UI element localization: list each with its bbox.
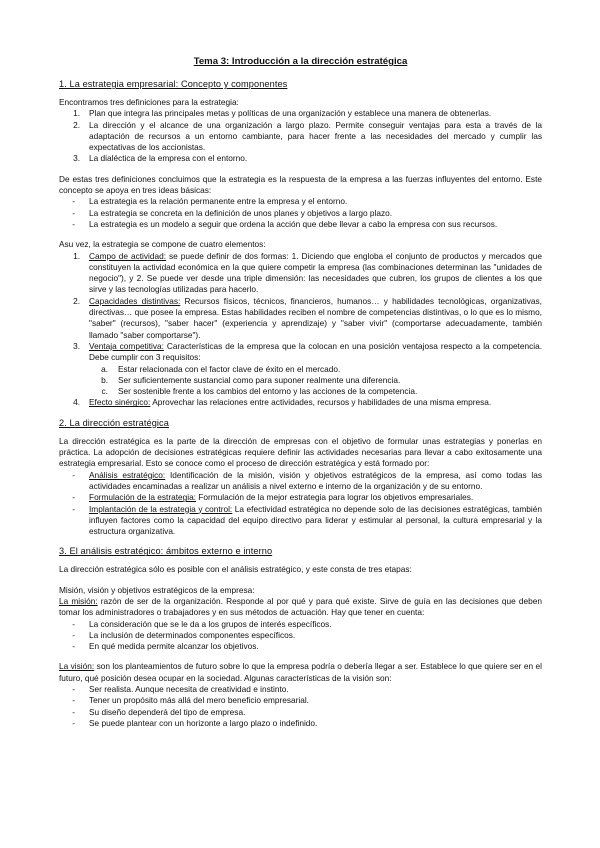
- list-item: a. Estar relacionada con el factor clave de éxito en el mercado.: [101, 363, 341, 374]
- list-item: - La inclusión de determinados componentes específicos.: [72, 629, 296, 640]
- elements-intro: Asu vez, la estrategia se compone de cuatro elementos:: [59, 239, 266, 250]
- direction-paragraph: La dirección estratégica es la parte de la dirección de empresas con el objetivo de formular unas estrategias y ponerlas en práctica. La adopción de decisiones estratégicas requiere definir las actividades necesarias para llevar a cabo exitosamente una estrategia empresarial. Esto se conoce como el proceso de dirección estratégica y está formado por:: [59, 435, 542, 469]
- list-item: 2. La dirección y el alcance de una organización a largo plazo. Permite conseguir ventajas para esta a través de la adaptación de recursos a un entorno cambiante, para hacer frente a las necesidades del mercado y cumplir las expectativas de los accionistas.: [73, 119, 542, 153]
- document-page: [59, 56, 542, 729]
- analysis-paragraph: La dirección estratégica sólo es posible con el análisis estratégico, y este consta de tres etapas:: [59, 564, 412, 575]
- list-item: 3. Ventaja competitiva: Características de la empresa que la colocan en una posición ventajosa respecto a la competencia. Debe cumplir con 3 requisitos:: [73, 340, 542, 363]
- conclusion-paragraph: De estas tres definiciones concluimos que la estrategia es la respuesta de la empresa a las fuerzas influyentes del entorno. Este concepto se apoya en tres ideas básicas:: [59, 173, 542, 196]
- vision-list: [59, 684, 542, 729]
- list-item: - La consideración que se le da a los grupos de interés específicos.: [72, 618, 332, 629]
- list-item: - Análisis estratégico: Identificación de la misión, visión y objetivos estratégicos de la empresa, así como todas las actividades encaminadas a realizar un análisis a nivel externo e interno de la organización y de su entorno.: [72, 469, 542, 491]
- process-list: [59, 470, 542, 538]
- list-item: - Implantación de la estrategia y control: La efectividad estratégica no depende solo de las decisiones estratégicas, también influyen factores como la capacidad del equipo directivo para liderar y estimular al personal, la cultura empresarial y la estructura organizativa.: [72, 503, 542, 537]
- ideas-list: [59, 196, 542, 230]
- list-item: 1. Campo de actividad: se puede definir de dos formas: 1. Diciendo que engloba el conjunto de productos y mercados que constituyen la actividad económica en la que quiere competir la empresa (las combinaciones determinan las "unidades de negocio"), y 2. Se puede ver desde una triple dimensión: las necesidades que cubren, los grupos de clientes a los que sirve y las tecnologías utilizadas para hacerlo.: [73, 250, 543, 295]
- list-item: b. Ser suficientemente sustancial como para suponer realmente una diferencia.: [101, 374, 401, 385]
- mission-paragraph: La misión: razón de ser de la organización. Responde al por qué y para qué existe. Sirve de guía en las decisiones que deben tomar los administradores o trabajadores y en sus métodos de actuación. Hay que tener en cuenta:: [59, 595, 542, 618]
- definitions-list: [59, 108, 542, 164]
- definitions-intro: Encontramos tres definiciones para la estrategia:: [59, 97, 239, 107]
- list-item: - Formulación de la estrategia: Formulación de la mejor estrategia para lograr los objetivos empresariales.: [72, 492, 474, 503]
- list-item: 4. Efecto sinérgico: Aprovechar las relaciones entre actividades, recursos y habilidades de una misma empresa.: [73, 397, 492, 408]
- list-item: - La estrategia es un modelo a seguir que ordena la acción que debe llevar a cabo la empresa con sus recursos.: [72, 218, 498, 229]
- list-item: - Se puede plantear con un horizonte a largo plazo o indefinido.: [72, 717, 318, 728]
- list-item: - Ser realista. Aunque necesita de creatividad e instinto.: [72, 684, 289, 695]
- document-title: Tema 3: Introducción a la dirección estratégica: [193, 56, 408, 67]
- list-item: 2. Capacidades distintivas: Recursos físicos, técnicos, financieros, humanos… y habilidades tecnológicas, organizativas, directivas… que posee la empresa. Estas habilidades reciben el nombre de competencias distintivas, o lo que es lo mismo, "saber" (recursos), "saber hacer" (experiencia y aprendizaje) y "saber vivir" (comportarse adecuadamente, también llamado "saber comportarse").: [73, 295, 542, 340]
- section-1-heading: 1. La estrategia empresarial: Concepto y componentes: [59, 79, 288, 89]
- list-item: - La estrategia es la relación permanente entre la empresa y el entorno.: [72, 196, 348, 207]
- vision-paragraph: La visión: son los planteamientos de futuro sobre lo que la empresa podría o debería llegar a ser. Establece lo que quiere ser en el futuro, qué posición desea ocupar en la sociedad. Algunas características de la visión son:: [59, 661, 542, 683]
- mission-list: [59, 619, 542, 653]
- section-2-heading: 2. La dirección estratégica: [59, 417, 169, 428]
- list-item: - Tener un propósito más allá del mero beneficio empresarial.: [72, 695, 309, 706]
- section-3-heading: 3. El análisis estratégico: ámbitos externo e interno: [59, 546, 273, 557]
- elements-list: [59, 251, 542, 409]
- list-item: 1. Plan que integra las principales metas y políticas de una organización y establece una manera de obtenerlas.: [73, 108, 492, 119]
- list-item: c. Ser sostenible frente a los cambios del entorno y las acciones de la competencia.: [101, 386, 418, 397]
- list-item: - La estrategia se concreta en la definición de unos planes y objetivos a largo plazo.: [72, 207, 393, 218]
- list-item: 3. La dialéctica de la empresa con el entorno.: [73, 153, 248, 164]
- mission-vision-subheading: Misión, visión y objetivos estratégicos de la empresa:: [59, 584, 255, 595]
- list-item: - En qué medida permite alcanzar los objetivos.: [72, 641, 259, 652]
- list-item: - Su diseño dependerá del tipo de empresa.: [72, 706, 246, 717]
